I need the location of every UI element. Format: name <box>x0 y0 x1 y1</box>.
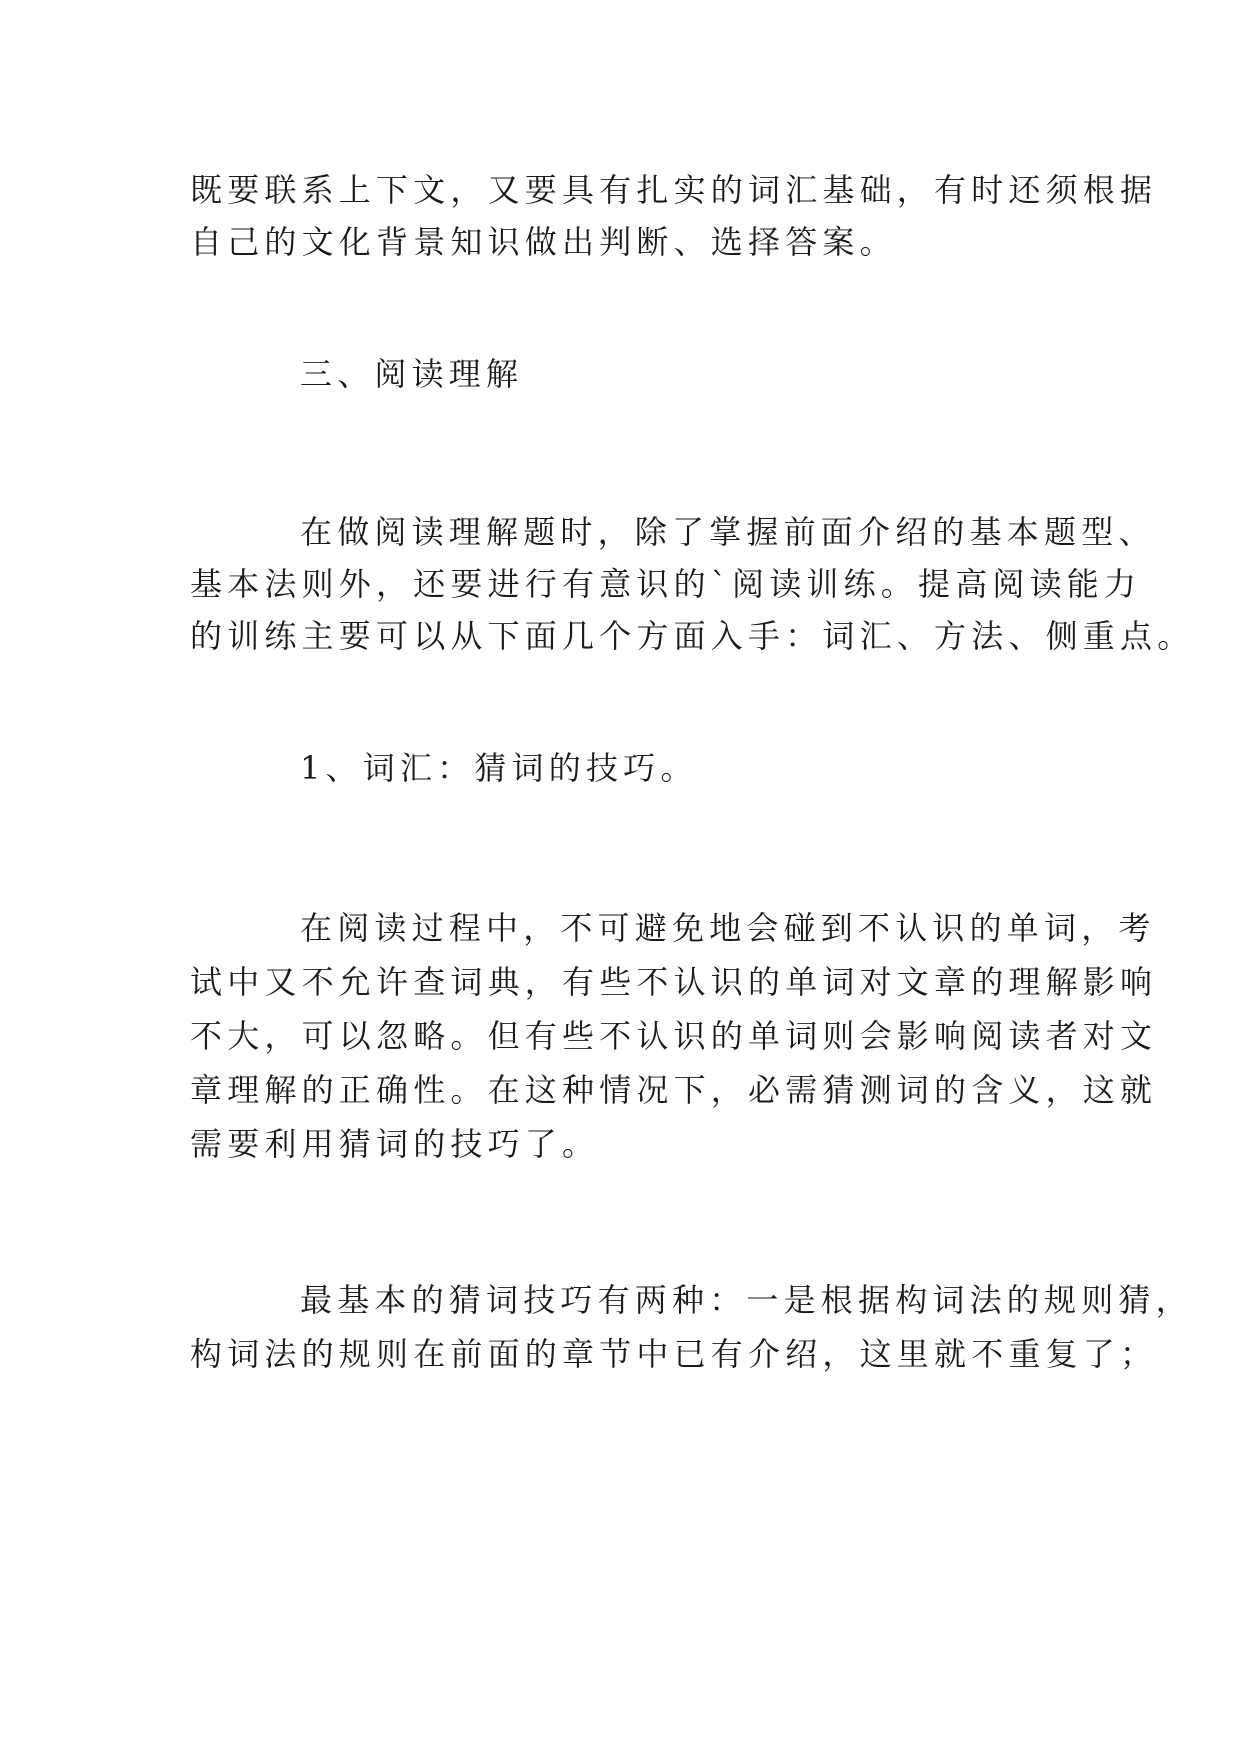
text-line: 需要利用猜词的技巧了。 <box>190 1125 600 1163</box>
text-line: 既要联系上下文，又要具有扎实的词汇基础，有时还须根据 <box>190 171 1158 209</box>
text-line: 试中又不允许查词典，有些不认识的单词对文章的理解影响 <box>190 963 1158 1001</box>
text-line: 章理解的正确性。在这种情况下，必需猜测词的含义，这就 <box>190 1071 1158 1109</box>
text-line: 自己的文化背景知识做出判断、选择答案。 <box>190 223 897 261</box>
text-line: 的训练主要可以从下面几个方面入手：词汇、方法、侧重点。 <box>190 617 1195 655</box>
text-line: 构词法的规则在前面的章节中已有介绍，这里就不重复了； <box>190 1335 1158 1373</box>
text-line: 在做阅读理解题时，除了掌握前面介绍的基本题型、 <box>300 513 1156 551</box>
subsection-heading: 1、词汇：猜词的技巧。 <box>300 749 698 787</box>
text-line: 最基本的猜词技巧有两种：一是根据构词法的规则猜， <box>300 1281 1193 1319</box>
text-line: 基本法则外，还要进行有意识的`阅读训练。提高阅读能力 <box>190 565 1142 603</box>
text-line: 在阅读过程中，不可避免地会碰到不认识的单词，考 <box>300 909 1156 947</box>
section-heading: 三、阅读理解 <box>300 355 524 393</box>
text-line: 不大，可以忽略。但有些不认识的单词则会影响阅读者对文 <box>190 1017 1158 1055</box>
